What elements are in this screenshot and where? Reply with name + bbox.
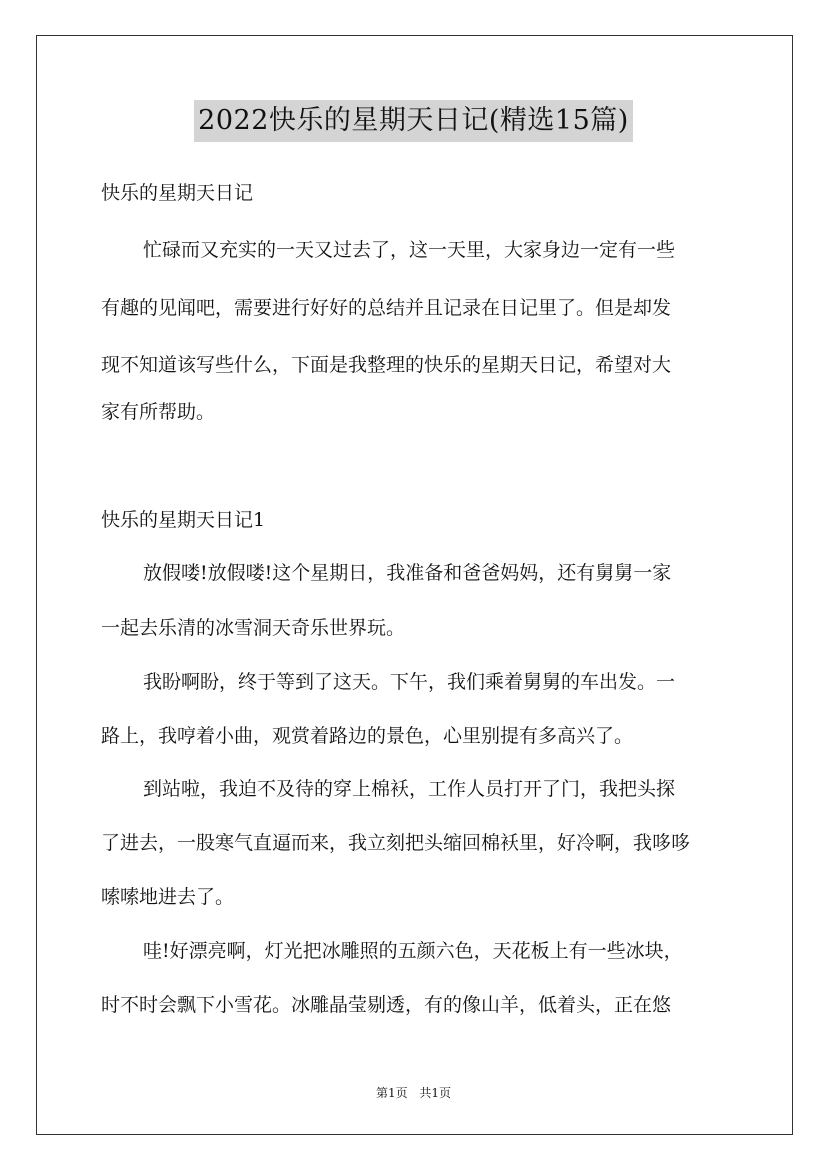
paragraph-line: 路上，我哼着小曲，观赏着路边的景色，心里别提有多高兴了。: [101, 725, 634, 747]
page-footer: [0, 1086, 827, 1100]
title-container: [0, 100, 827, 142]
paragraph-line: 有趣的见闻吧，需要进行好好的总结并且记录在日记里了。但是却发: [101, 297, 672, 319]
paragraph-line: 忙碌而又充实的一天又过去了，这一天里，大家身边一定有一些: [143, 239, 676, 261]
paragraph-line: 了进去，一股寒气直逼而来，我立刻把头缩回棉袄里，好冷啊，我哆哆: [101, 832, 691, 854]
paragraph-line: 到站啦，我迫不及待的穿上棉袄，工作人员打开了门，我把头探: [143, 778, 676, 800]
intro-heading: 快乐的星期天日记: [101, 182, 254, 204]
section-heading: 快乐的星期天日记1: [101, 509, 266, 531]
paragraph-line: 嗦嗦地进去了。: [101, 886, 235, 908]
paragraph-line: 放假喽!放假喽!这个星期日，我准备和爸爸妈妈，还有舅舅一家: [143, 562, 672, 584]
document-title: 2022快乐的星期天日记(精选15篇): [194, 100, 633, 142]
paragraph-line: 家有所帮助。: [101, 401, 216, 423]
paragraph-line: 时不时会飘下小雪花。冰雕晶莹剔透，有的像山羊，低着头，正在悠: [101, 994, 672, 1016]
paragraph-line: 一起去乐清的冰雪洞天奇乐世界玩。: [101, 617, 406, 639]
paragraph-line: 现不知道该写些什么，下面是我整理的快乐的星期天日记，希望对大: [101, 354, 672, 376]
page-number: 第1页: [375, 1086, 408, 1100]
paragraph-line: 哇!好漂亮啊，灯光把冰雕照的五颜六色，天花板上有一些冰块，: [143, 940, 683, 962]
paragraph-line: 我盼啊盼，终于等到了这天。下午，我们乘着舅舅的车出发。一: [143, 671, 676, 693]
page-total: 共1页: [419, 1086, 452, 1100]
